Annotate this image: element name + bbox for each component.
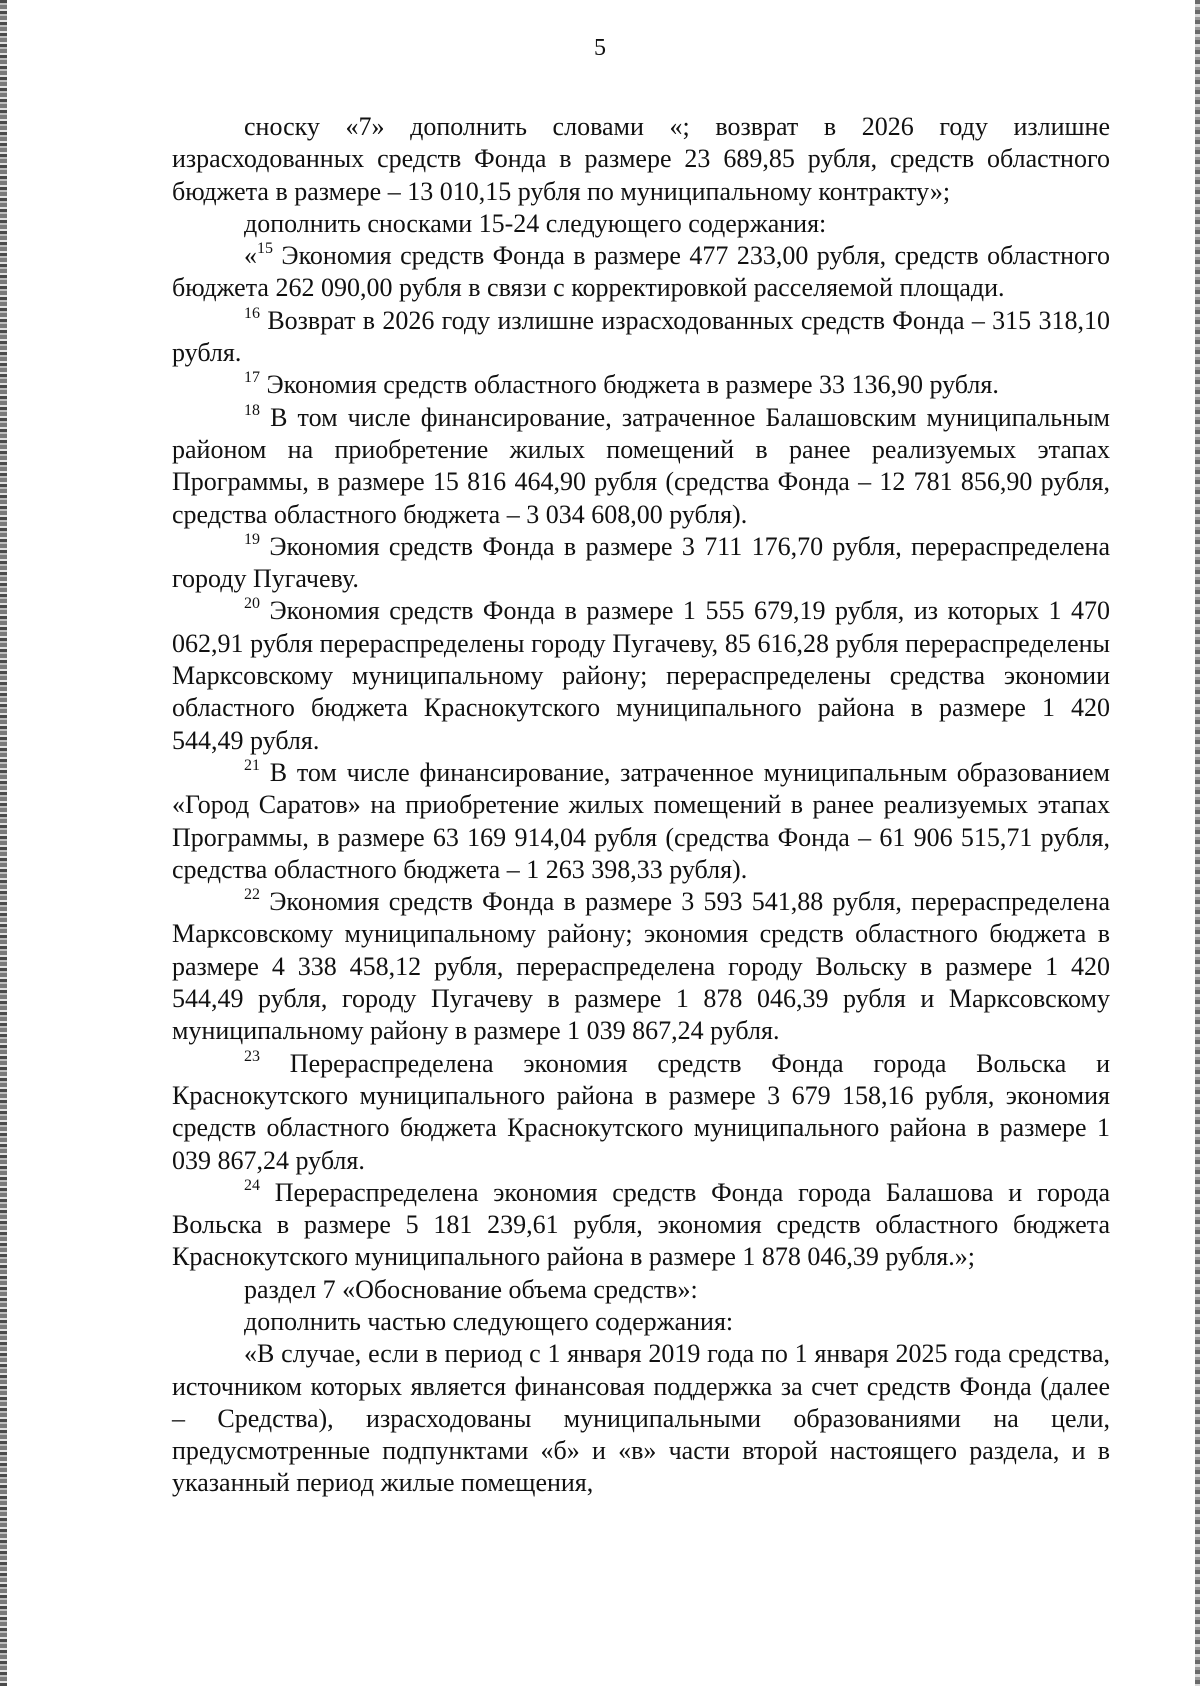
document-body (172, 111, 1110, 1500)
footnote-19: $^{19}$ Экономия средств Фонда в размере 3 711 176,70 рубля, перераспределена городу Пугачеву. (172, 530, 1110, 594)
footnote-marker: 16 (244, 304, 260, 322)
footnote-marker: 23 (244, 1047, 260, 1065)
footnote-marker: 19 (244, 530, 260, 548)
paragraph-section-7: раздел 7 «Обоснование объема средств»: (244, 1274, 698, 1304)
footnote-marker: 21 (244, 756, 260, 774)
footnote-marker: 22 (244, 886, 260, 904)
footnote-marker: 24 (244, 1176, 260, 1194)
footnote-21: $^{21}$ В том числе финансирование, затраченное муниципальным образованием «Город Саратов» на приобретение жилых помещений в ранее реализуемых этапах Программы, в размере 63 169 914,04 рубля (средства Фонда – 61 906 515,71 рубля, средства областного бюджета – 1 263 398,33 рубля). (172, 756, 1110, 884)
footnote-marker: 17 (244, 369, 260, 387)
scan-edge-right (1195, 0, 1200, 1686)
scan-edge-left (0, 0, 7, 1686)
footnote-15: «$^{15}$ Экономия средств Фонда в размере 477 233,00 рубля, средств областного бюджета 262 090,00 рубля в связи с корректировкой расселяемой площади. (172, 240, 1110, 303)
footnote-20: $^{20}$ Экономия средств Фонда в размере 1 555 679,19 рубля, из которых 1 470 062,91 рубля перераспределены городу Пугачеву, 85 616,28 рубля перераспределены Марксовскому муниципальному району; перераспределены средства экономии областного бюджета Краснокутского муниципального района в размере 1 420 544,49 рубля. (172, 595, 1110, 755)
footnote-17: $^{17}$ Экономия средств областного бюджета в размере 33 136,90 рубля. (244, 369, 999, 400)
paragraph-add-footnotes: дополнить сносками 15-24 следующего содержания: (244, 208, 827, 238)
footnote-marker: 15 (257, 240, 273, 258)
footnote-24: $^{24}$ Перераспределена экономия средств Фонда города Балашова и города Вольска в размере 5 181 239,61 рубля, экономия средств областного бюджета Краснокутского муниципального района в размере 1 878 046,39 рубля.»; (172, 1176, 1110, 1272)
paragraph-add-part: дополнить частью следующего содержания: (244, 1306, 734, 1336)
footnote-16: $^{16}$ Возврат в 2026 году излишне израсходованных средств Фонда – 315 318,10 рубля. (172, 304, 1110, 368)
footnote-18: $^{18}$ В том числе финансирование, затраченное Балашовским муниципальным районом на приобретение жилых помещений в ранее реализуемых этапах Программы, в размере 15 816 464,90 рубля (средства Фонда – 12 781 856,90 рубля, средства областного бюджета – 3 034 608,00 рубля). (172, 401, 1110, 529)
footnote-marker: 20 (244, 595, 260, 613)
page-number: 5 (594, 35, 606, 61)
footnote-22: $^{22}$ Экономия средств Фонда в размере 3 593 541,88 рубля, перераспределена Марксовскому муниципальному району; экономия средств областного бюджета в размере 4 338 458,12 рубля, перераспределена городу Вольску в размере 1 420 544,49 рубля, городу Пугачеву в размере 1 878 046,39 рубля и Марксовскому муниципальному району в размере 1 039 867,24 рубля. (172, 886, 1110, 1046)
paragraph-new-part: «В случае, если в период с 1 января 2019 года по 1 января 2025 года средства, источником которых является финансовая поддержка за счет средств Фонда (далее – Средства), израсходованы муниципальными образованиями на цели, предусмотренные подпунктами «б» и «в» части второй настоящего раздела, и в указанный период жилые помещения, (172, 1339, 1110, 1498)
paragraph-footnote-7-amendment: сноску «7» дополнить словами «; возврат в 2026 году излишне израсходованных средств Фонда в размере 23 689,85 рубля, средств областного бюджета в размере – 13 010,15 рубля по муниципальному контракту»; (172, 112, 1110, 206)
footnote-23: $^{23}$ Перераспределена экономия средств Фонда города Вольска и Краснокутского муниципального района в размере 3 679 158,16 рубля, экономия средств областного бюджета Краснокутского муниципального района в размере 1 039 867,24 рубля. (172, 1047, 1110, 1175)
footnote-marker: 18 (244, 401, 260, 419)
